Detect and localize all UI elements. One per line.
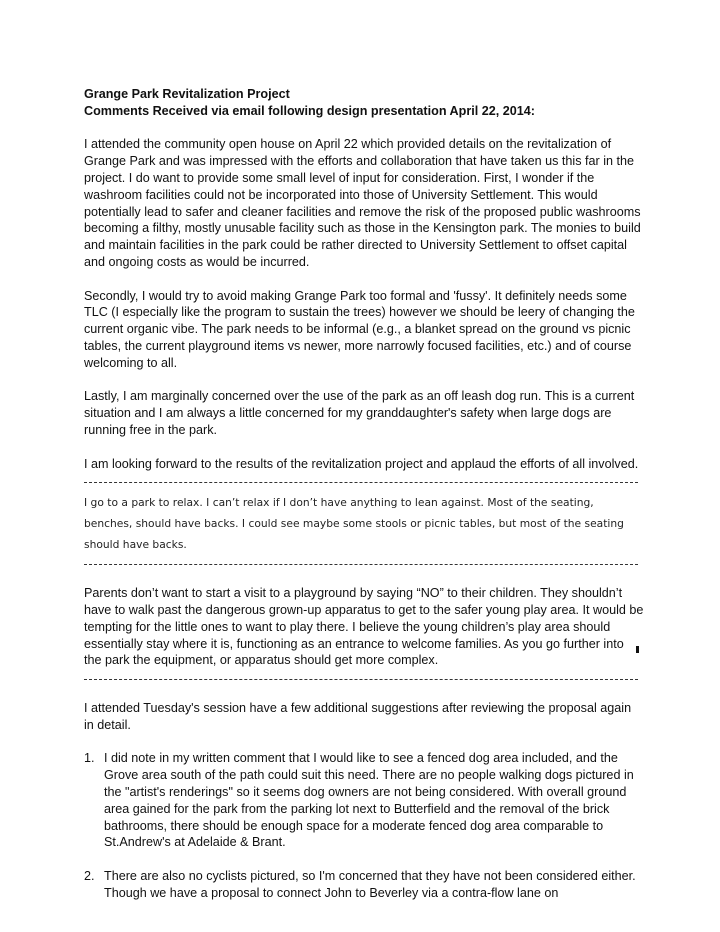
comment2-text: I go to a park to relax. I can’t relax if I don’t have anything to lean against. Most of the seating, benches, should have backs. I could see maybe some stools or picnic tables, but most of the seating should have backs. xyxy=(84,496,624,551)
comment1-paragraph2: Secondly, I would try to avoid making Grange Park too formal and 'fussy'. It definitely needs some TLC (I especially like the program to sustain the trees) however we should be leery of changing the current organic vibe. The park needs to be informal (e.g., a blanket spread on the ground vs picnic tables, the current playground items vs newer, more narrowly focused facilities, etc.) and of course welcoming to all. xyxy=(84,288,635,370)
separator-end-mark xyxy=(636,646,639,653)
list-item xyxy=(84,868,644,902)
comment4-intro: I attended Tuesday's session have a few additional suggestions after reviewing the proposal again in detail. xyxy=(84,701,632,732)
comment3-text: Parents don’t want to start a visit to a playground by saying “NO” to their children. They shouldn’t have to walk past the dangerous grown-up apparatus to get to the safer young play area. It would be tempting for the little ones to want to play there. I believe the young children’s play area should essentially stay where it is, functioning as an entrance to welcome families. As you go further into the park the equipment, or apparatus should get more complex. xyxy=(84,586,644,668)
list-item xyxy=(84,750,644,851)
comment1-paragraph3: Lastly, I am marginally concerned over the use of the park as an off leash dog run. This is a current situation and I am always a little concerned for my granddaughter's safety when large dogs are running free in the park. xyxy=(84,389,635,437)
list-item-text: I did note in my written comment that I would like to see a fenced dog area included, and the Grove area south of the path could suit this need. There are no people walking dogs pictured in the "artist's renderings" so it seems dog owners are not being considered. With overall ground area gained for the park from the parking lot next to Butterfield and the removal of the brick bathrooms, there should be enough space for a moderate fenced dog area comparable to St.Andrew's at Adelaide & Brant. xyxy=(104,751,634,850)
document-subtitle: Comments Received via email following design presentation April 22, 2014: xyxy=(84,103,535,118)
list-item-number: 2. xyxy=(84,869,95,884)
comment1-paragraph1: I attended the community open house on April 22 which provided details on the revitalization of Grange Park and was impressed with the efforts and collaboration that have taken us this far in the project. I do want to provide some small level of input for consideration. First, I wonder if the washroom facilities could not be incorporated into those of University Settlement. This would potentially lead to safer and cleaner facilities and remove the risk of the proposed public washrooms becoming a filthy, mostly unusable facility such as those in the Kensington park. The monies to build and maintain facilities in the park could be rather directed to University Settlement to offset capital and ongoing costs as would be incurred. xyxy=(84,137,641,269)
list-item-number: 1. xyxy=(84,751,95,766)
list-item-text: There are also no cyclists pictured, so I'm concerned that they have not been considered either. Though we have a proposal to connect John to Beverley via a contra-flow lane on xyxy=(104,869,636,900)
document-title: Grange Park Revitalization Project xyxy=(84,87,290,101)
document-body xyxy=(84,86,644,902)
comment1-paragraph4: I am looking forward to the results of the revitalization project and applaud the efforts of all involved. xyxy=(84,456,639,471)
comment4-list xyxy=(84,750,644,901)
